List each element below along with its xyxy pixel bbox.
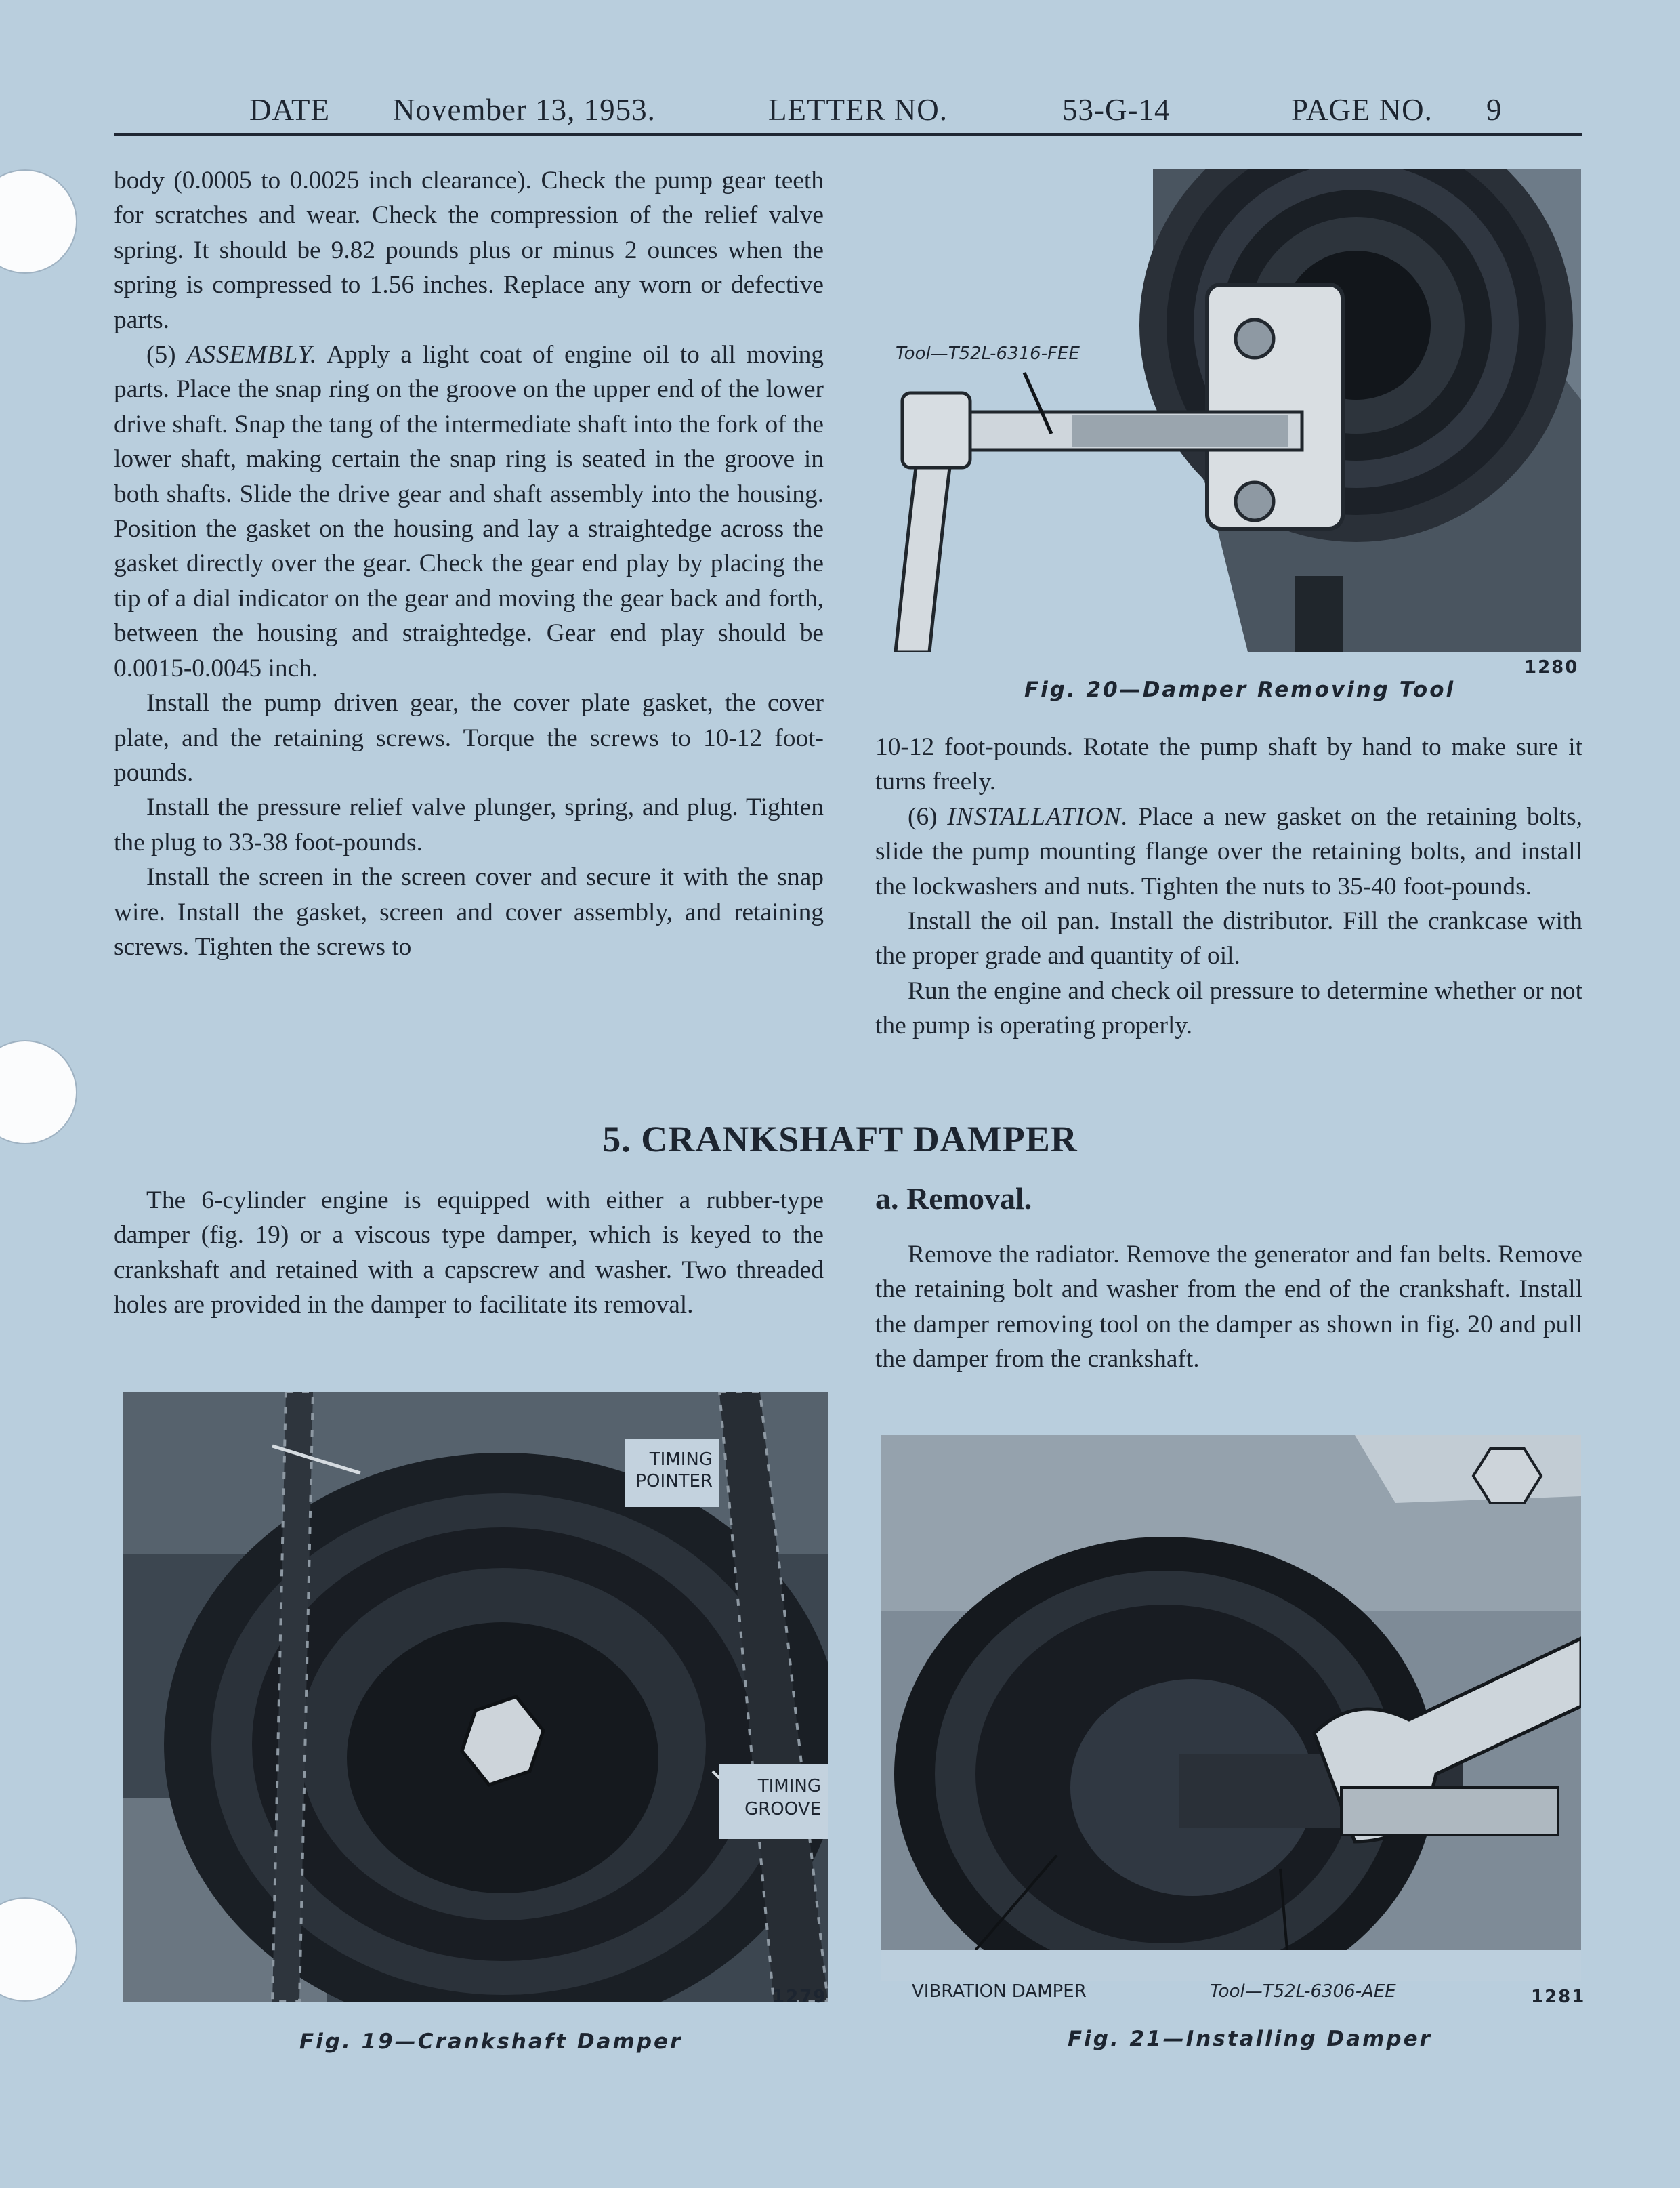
installation-text: Place a new gasket on the retaining bolts, slide the pump mounting flange over the retaining bolts, and install the lockwashers and nuts. Tighten the nuts to 35-40 foot-pounds. <box>875 802 1582 901</box>
fig21-photo <box>881 1435 1581 1981</box>
paragraph-run-engine: Run the engine and check oil pressure to determine whether or not the pump is operating properly. <box>875 976 1582 1040</box>
fig21-tool-label: Tool—T52L-6306-AEE <box>1210 1981 1396 2002</box>
fig19-caption: Fig. 19—Crankshaft Damper <box>299 2029 683 2054</box>
paragraph-assembly <box>114 337 824 686</box>
damper-removing-tool-illustration <box>868 169 1581 652</box>
timing-groove-label-1: TIMING <box>757 1776 821 1796</box>
page-label: PAGE NO. <box>1291 93 1433 127</box>
fig19-number: 1279 <box>772 1987 827 2007</box>
page-value: 9 <box>1486 93 1503 127</box>
step-number: (5) <box>146 341 176 369</box>
installation-heading: INSTALLATION. <box>947 802 1129 831</box>
paragraph-driven-gear: Install the pump driven gear, the cover plate gasket, the cover plate, and the retaining screws. Torque the screws to 10-12 foot-pounds. <box>114 689 824 787</box>
page-header <box>114 87 1582 134</box>
timing-pointer-label-2: POINTER <box>635 1471 713 1491</box>
section-intro <box>114 1183 824 1323</box>
section-title: 5. CRANKSHAFT DAMPER <box>602 1119 1078 1159</box>
removal-text: Remove the radiator. Remove the generator and fan belts. Remove the retaining bolt and washer from the end of the crankshaft. Install the damper removing tool on the damper as shown in fig. 20 and pull the damper from the crankshaft. <box>875 1241 1582 1374</box>
left-column-text <box>114 163 824 964</box>
fig21-damper-label: VIBRATION DAMPER <box>912 1981 1087 2002</box>
fig20-caption: Fig. 20—Damper Removing Tool <box>1024 678 1456 702</box>
intro-text: The 6-cylinder engine is equipped with either a rubber-type damper (fig. 19) or a viscous type damper, which is keyed to the crankshaft and retained with a capscrew and washer. Two threaded holes are provided in the damper to facilitate its removal. <box>114 1186 824 1319</box>
removal-heading: a. Removal. <box>875 1181 1032 1216</box>
header-rule <box>114 133 1582 136</box>
letter-value: 53-G-14 <box>1062 93 1171 127</box>
paragraph-pump-check: body (0.0005 to 0.0025 inch clearance). Check the pump gear teeth for scratches and wear. Check the compression of the relief valve spring. It should be 9.82 pounds plus or minus 2 ounces when the spring is compressed to 1.56 inches. Replace any worn or defective parts. <box>114 167 824 334</box>
date-label: DATE <box>249 93 330 127</box>
fig20-photo <box>868 169 1581 652</box>
paragraph-relief-valve: Install the pressure relief valve plunger, spring, and plug. Tighten the plug to 33-38 foot-pounds. <box>114 793 824 856</box>
date-value: November 13, 1953. <box>393 93 656 127</box>
letter-label: LETTER NO. <box>768 93 948 127</box>
timing-pointer-label-1: TIMING <box>649 1449 713 1470</box>
fig21-caption: Fig. 21—Installing Damper <box>1068 2027 1432 2051</box>
binder-hole-bottom <box>0 1897 77 2002</box>
paragraph-screen: Install the screen in the screen cover and secure it with the snap wire. Install the gasket, screen and cover assembly, and retaining screws. Tighten the screws to <box>114 863 824 961</box>
removal-text-block <box>875 1237 1582 1377</box>
paragraph-installation <box>875 800 1582 904</box>
fig21-number: 1281 <box>1531 1987 1586 2007</box>
installing-damper-illustration <box>881 1435 1581 1981</box>
paragraph-torque: 10-12 foot-pounds. Rotate the pump shaft by hand to make sure it turns freely. <box>875 733 1582 796</box>
right-column-text <box>875 730 1582 1044</box>
step-number: (6) <box>908 802 938 831</box>
timing-groove-label-2: GROOVE <box>744 1799 821 1819</box>
fig19-photo <box>123 1392 828 2002</box>
assembly-heading: ASSEMBLY. <box>186 341 318 369</box>
assembly-text: Apply a light coat of engine oil to all moving parts. Place the snap ring on the groove on the upper end of the lower drive shaft. Snap the tang of the intermediate shaft into the fork of the lower shaft, making certain the snap ring is seated in the groove in both shafts. Slide the drive gear and shaft assembly into the housing. Position the gasket on the housing and lay a straightedge across the gasket directly over the gear. Check the gear end play by placing the tip of a dial indicator on the gear and moving the gear back and forth, between the housing and straightedge. Gear end play should be 0.0015-0.0045 inch. <box>114 341 824 682</box>
fig20-tool-label: Tool—T52L-6316-FEE <box>896 344 1080 364</box>
fig20-number: 1280 <box>1524 657 1579 678</box>
paragraph-oil-pan: Install the oil pan. Install the distributor. Fill the crankcase with the proper grade and quantity of oil. <box>875 907 1582 970</box>
crankshaft-damper-illustration <box>123 1392 828 2002</box>
binder-hole-top <box>0 169 77 274</box>
